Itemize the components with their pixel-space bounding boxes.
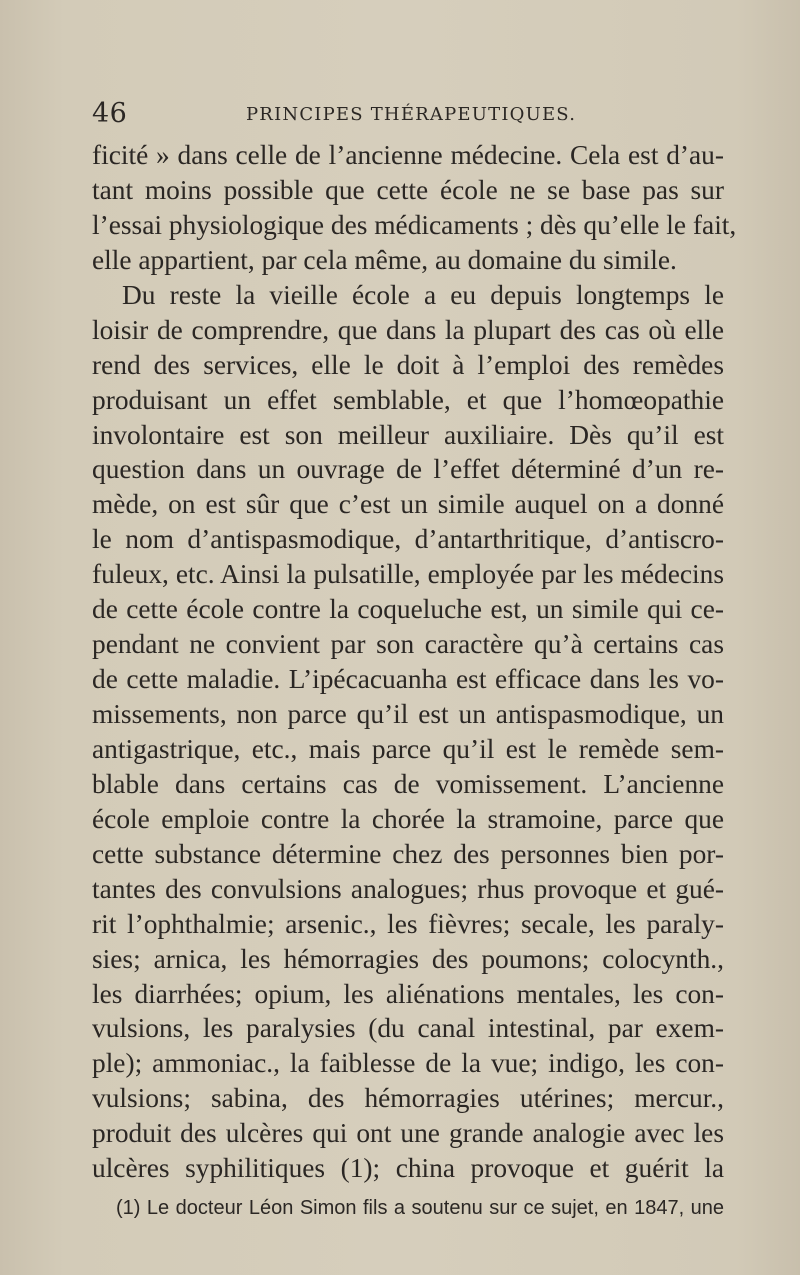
text-line: produit des ulcères qui ont une grande analogie avec les [92,1118,724,1149]
text-line: rit l’ophthalmie; arsenic., les fièvres; secale, les paraly- [92,908,724,939]
text-line: cette substance détermine chez des personnes bien por- [92,838,724,869]
text-line: sies; arnica, les hémorragies des poumons; colocynth., [92,943,724,974]
text-line: vulsions, les paralysies (du canal intestinal, par exem- [92,1013,724,1044]
text-line: l’essai physiologique des médicaments ; dès qu’elle le fait, [92,209,737,240]
text-line: fuleux, etc. Ainsi la pulsatille, employée par les médecins [92,559,724,590]
text-line: missements, non parce qu’il est un antispasmodique, un [92,699,724,729]
text-line: école emploie contre la chorée la stramoine, parce que [92,803,724,834]
text-line: de cette maladie. L’ipécacuanha est efficace dans les vo- [92,664,724,695]
text-line: tant moins possible que cette école ne se base pas sur [92,174,724,205]
text-line: le nom d’antispasmodique, d’antarthritique, d’antiscro- [92,524,724,555]
text-line: antigastrique, etc., mais parce qu’il est le remède sem- [92,733,724,764]
page-number: 46 [92,98,128,129]
text-line: les diarrhées; opium, les aliénations mentales, les con- [92,978,724,1009]
text-line: ficité » dans celle de l’ancienne médecine. Cela est d’au- [92,140,724,170]
text-line: ulcères syphilitiques (1); china provoque et guérit la [92,1153,724,1184]
text-line: vulsions; sabina, des hémorragies utérines; mercur., [92,1083,724,1114]
footnote: (1) Le docteur Léon Simon fils a soutenu sur ce sujet, en 1847, une [116,1197,724,1219]
text-line: ple); ammoniac., la faiblesse de la vue; indigo, les con- [92,1048,724,1079]
body-text [92,138,737,1186]
text-line: tantes des convulsions analogues; rhus provoque et gué- [92,873,724,904]
running-title: PRINCIPES THÉRAPEUTIQUES. [246,104,577,125]
text-line: elle appartient, par cela même, au domaine du simile. [92,244,677,275]
text-line: involontaire est son meilleur auxiliaire. Dès qu’il est [92,419,724,450]
text-line: produisant un effet semblable, et que l’homœopathie [92,384,724,415]
running-head [92,98,724,132]
text-line: Du reste la vieille école a eu depuis longtemps le [122,279,724,310]
text-line: mède, on est sûr que c’est un simile auquel on a donné [92,489,724,520]
text-line: de cette école contre la coqueluche est, un simile qui ce- [92,594,724,625]
text-line: rend des services, elle le doit à l’emploi des remèdes [92,349,724,380]
text-line: question dans un ouvrage de l’effet déterminé d’un re- [92,454,724,485]
text-line: loisir de comprendre, que dans la plupart des cas où elle [92,314,724,345]
text-line: blable dans certains cas de vomissement. L’ancienne [92,768,724,799]
text-line: pendant ne convient par son caractère qu’à certains cas [92,629,724,660]
